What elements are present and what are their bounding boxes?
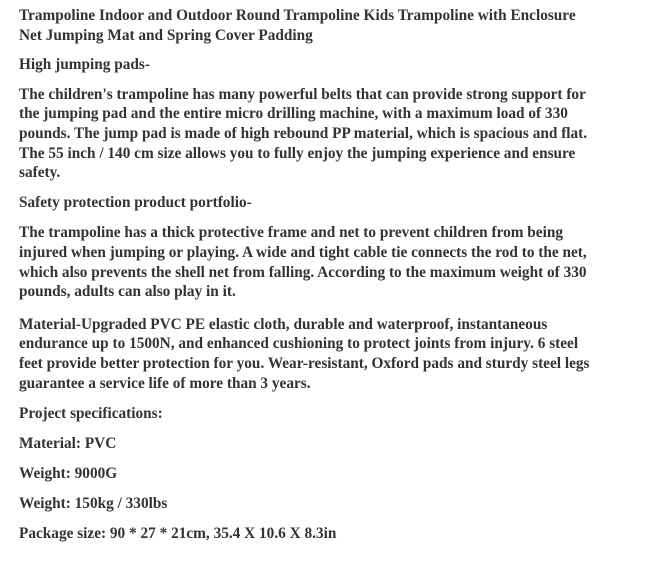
section-paragraph-material bbox=[19, 315, 659, 393]
spec-weight-capacity: Weight: 150kg / 330lbs bbox=[19, 495, 168, 513]
section-paragraph-jumping-pads bbox=[19, 85, 659, 183]
product-title bbox=[19, 6, 659, 45]
spec-weight: Weight: 9000G bbox=[19, 465, 118, 483]
text-line: which also prevents the shell net from falling. According to the maximum weight of 330 bbox=[19, 263, 587, 281]
spec-material: Material: PVC bbox=[19, 435, 117, 453]
text-line: The 55 inch / 140 cm size allows you to fully enjoy the jumping experience and ensure bbox=[19, 144, 576, 162]
text-line: The children's trampoline has many powerful belts that can provide strong support for bbox=[19, 85, 586, 103]
title-line: Trampoline Indoor and Outdoor Round Trampoline Kids Trampoline with Enclosure bbox=[19, 7, 576, 24]
title-line: Net Jumping Mat and Spring Cover Padding bbox=[19, 26, 313, 44]
text-line: pounds. The jump pad is made of high rebound PP material, which is spacious and flat. bbox=[19, 124, 588, 142]
text-line: Material-Upgraded PVC PE elastic cloth, durable and waterproof, instantaneous bbox=[19, 315, 548, 333]
text-line: feet provide better protection for you. Wear-resistant, Oxford pads and sturdy steel legs bbox=[19, 354, 590, 372]
text-line: the jumping pad and the entire micro drilling machine, with a maximum load of 330 bbox=[19, 105, 568, 123]
specs-heading: Project specifications: bbox=[19, 405, 163, 423]
spec-package-size: Package size: 90 * 27 * 21cm, 35.4 X 10.6 X 8.3in bbox=[19, 525, 337, 543]
text-line: guarantee a service life of more than 3 years. bbox=[19, 374, 311, 392]
product-description bbox=[19, 6, 659, 554]
section-paragraph-safety bbox=[19, 223, 659, 301]
section-heading-high-jumping-pads: High jumping pads- bbox=[19, 56, 150, 74]
text-line: The trampoline has a thick protective frame and net to prevent children from being bbox=[19, 224, 563, 242]
text-line: safety. bbox=[19, 164, 61, 182]
text-line: pounds, adults can also play in it. bbox=[19, 283, 236, 301]
section-heading-safety: Safety protection product portfolio- bbox=[19, 193, 252, 211]
text-line: injured when jumping or playing. A wide and tight cable tie connects the rod to the net, bbox=[19, 243, 587, 261]
text-line: endurance up to 1500N, and enhanced cushioning to protect joints from injury. 6 steel bbox=[19, 335, 579, 353]
